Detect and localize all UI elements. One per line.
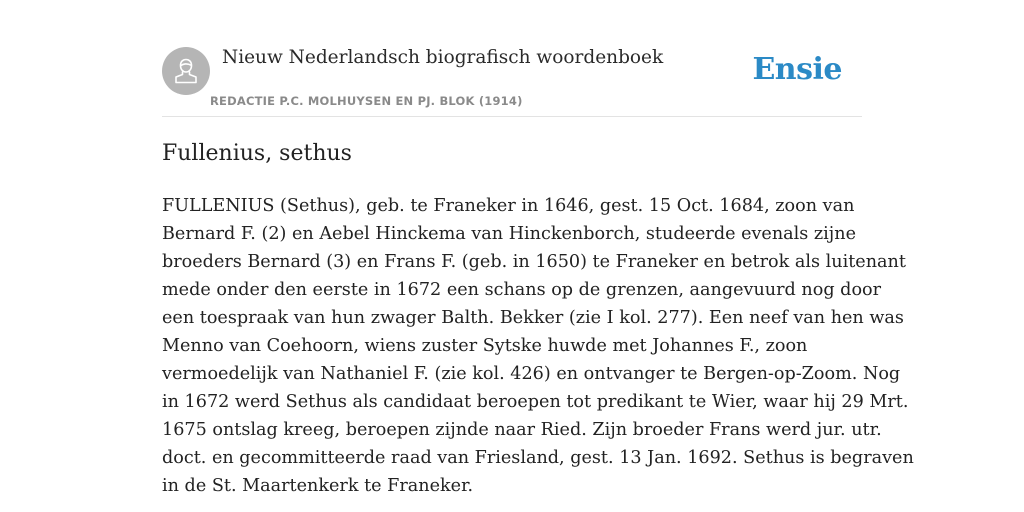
article-body-line: een toespraak van hun zwager Balth. Bekker (zie I kol. 277). Een neef van hen was — [162, 308, 904, 328]
avatar[interactable] — [162, 47, 210, 95]
book-title[interactable]: Nieuw Nederlandsch biografisch woordenboek — [222, 47, 664, 68]
article-body — [162, 192, 914, 500]
article-body-line: in de St. Maartenkerk te Franeker. — [162, 476, 474, 496]
article-body-line: doct. en gecommitteerde raad van Friesland, gest. 13 Jan. 1692. Sethus is begraven — [162, 448, 914, 468]
article-body-line: Menno van Coehoorn, wiens zuster Sytske huwde met Johannes F., zoon — [162, 336, 808, 356]
book-subtitle: REDACTIE P.C. MOLHUYSEN EN PJ. BLOK (1914) — [210, 94, 523, 108]
article-body-line: Bernard F. (2) en Aebel Hinckema van Hinckenborch, studeerde evenals zijne — [162, 224, 857, 244]
book-header — [162, 40, 862, 117]
article-body-line: in 1672 werd Sethus als candidaat beroepen tot predikant te Wier, waar hij 29 Mrt. — [162, 392, 909, 412]
article-body-line: mede onder den eerste in 1672 een schans op de grenzen, aangevuurd nog door — [162, 280, 882, 300]
user-icon — [173, 57, 199, 85]
article-title: Fullenius, sethus — [162, 141, 352, 166]
article-body-line: vermoedelijk van Nathaniel F. (zie kol. 426) en ontvanger te Bergen-op-Zoom. Nog — [162, 364, 901, 384]
article-body-line: 1675 ontslag kreeg, beroepen zijnde naar Ried. Zijn broeder Frans werd jur. utr. — [162, 420, 882, 440]
article-body-line: broeders Bernard (3) en Frans F. (geb. in 1650) te Franeker en betrok als luitenant — [162, 252, 906, 272]
ensie-logo[interactable]: Ensie — [752, 52, 842, 87]
article-body-line: FULLENIUS (Sethus), geb. te Franeker in 1646, gest. 15 Oct. 1684, zoon van — [162, 196, 855, 216]
